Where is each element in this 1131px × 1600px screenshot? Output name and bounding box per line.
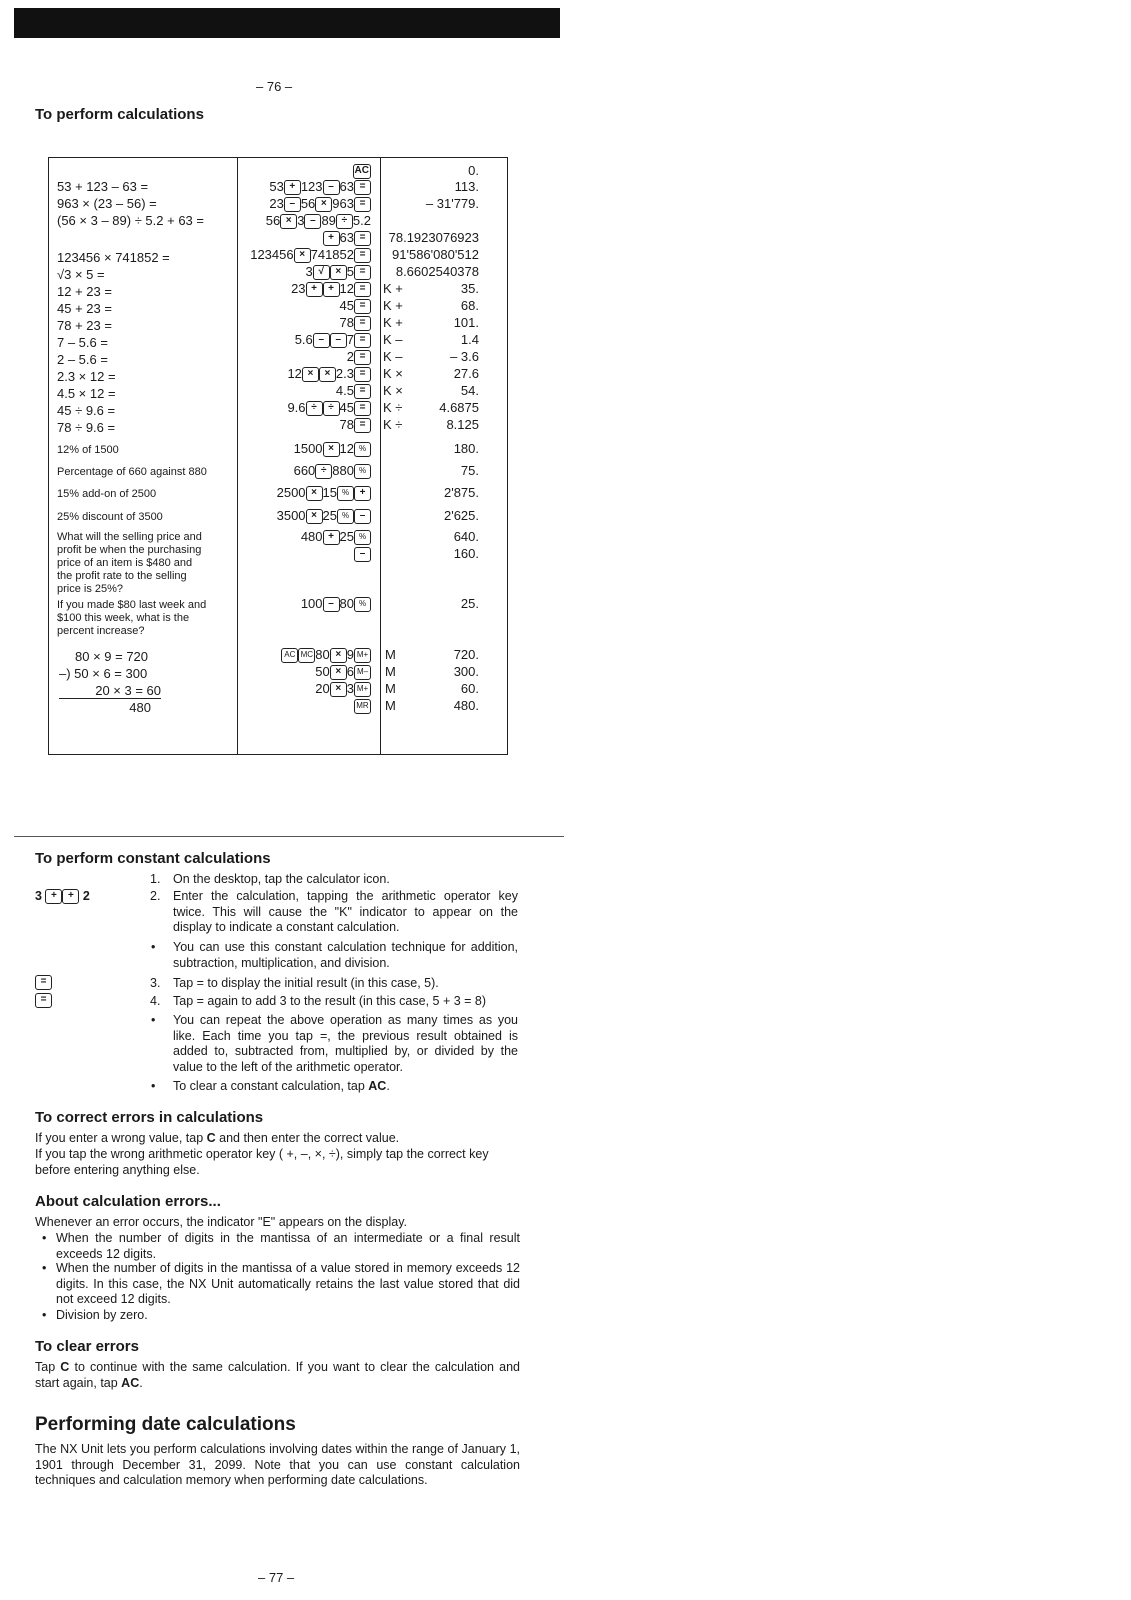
- result: 2'625.: [443, 508, 479, 523]
- memory-expression: –) 50 × 6 = 300: [59, 666, 148, 681]
- memory-expression: 20 × 3 = 60: [75, 683, 161, 699]
- date-body: The NX Unit lets you perform calculations involving dates within the range of January 1, 1901 through December 31, 2099. Note that you can use constant calculation techniques and calculation memory when performing date calculations.: [35, 1442, 520, 1487]
- calc-key-icon: ×: [330, 665, 347, 680]
- expression: 123456 × 741852 =: [57, 250, 170, 265]
- result: 180.: [453, 441, 479, 456]
- calc-key-icon: ÷: [306, 401, 323, 416]
- calc-key-icon: MC: [298, 648, 315, 663]
- section-title-clear-errors: To clear errors: [35, 1338, 139, 1355]
- result: 640.: [453, 529, 479, 544]
- calc-key-icon: –: [354, 547, 371, 562]
- result: 160.: [453, 546, 479, 561]
- calc-key-icon: ×: [306, 509, 323, 524]
- expression: 45 ÷ 9.6 =: [57, 403, 116, 418]
- result: 480.: [453, 698, 479, 713]
- key-sequence-text: 80: [315, 647, 330, 662]
- key-sequence: [237, 400, 371, 416]
- result: 91'586'080'512: [392, 247, 479, 262]
- calc-key-icon: =: [354, 418, 371, 433]
- result: 75.: [460, 463, 479, 478]
- calc-key-icon: =: [354, 401, 371, 416]
- about-item: When the number of digits in the mantissa of an intermediate or a final result exceeds 12 digits.: [56, 1231, 520, 1261]
- step-text: Enter the calculation, tapping the arithmetic operator key twice. This will cause the "K" indicator to appear on the display to indicate a constant calculation.: [173, 889, 518, 934]
- expression: 963 × (23 – 56) =: [57, 196, 157, 211]
- indicator: K +: [383, 281, 403, 296]
- key-sequence-text: 963: [332, 196, 354, 211]
- calc-key-icon: M+: [354, 682, 371, 697]
- about-item: Division by zero.: [56, 1308, 148, 1322]
- calc-key-icon: ×: [280, 214, 297, 229]
- bullet: •: [151, 1013, 156, 1027]
- key-sequence-text: 25: [322, 508, 337, 523]
- calc-key-icon: =: [354, 384, 371, 399]
- calc-key-icon: =: [354, 180, 371, 195]
- expression: 45 + 23 =: [57, 301, 112, 316]
- indicator: K –: [383, 349, 403, 364]
- calc-key-icon: =: [354, 282, 371, 297]
- section-title-about-errors: About calculation errors...: [35, 1193, 221, 1210]
- key-sequence-text: 480: [300, 529, 323, 544]
- calc-key-icon: M+: [354, 648, 371, 663]
- calc-key-icon: =: [354, 231, 371, 246]
- step-text: On the desktop, tap the calculator icon.: [173, 872, 390, 886]
- calc-key-icon: +: [284, 180, 301, 195]
- key-sequence-text: 6: [346, 664, 354, 679]
- calc-key-icon: =: [354, 299, 371, 314]
- bullet: •: [151, 940, 156, 954]
- calc-key-icon: %: [354, 530, 371, 545]
- equals-key-icon: =: [35, 974, 52, 992]
- section-title-date: Performing date calculations: [35, 1414, 296, 1435]
- correct-line-2: If you tap the wrong arithmetic operator key ( +, –, ×, ÷), simply tap the correct key before entering anything else.: [35, 1147, 489, 1177]
- clear-text: Tap C to continue with the same calculation. If you want to clear the calculation and start again, tap AC.: [35, 1360, 520, 1390]
- key-sequence: [237, 681, 371, 697]
- key-sequence-text: 50: [315, 664, 330, 679]
- calc-key-icon: MR: [354, 699, 371, 714]
- bullet: •: [42, 1308, 47, 1322]
- indicator: M: [385, 681, 396, 696]
- calc-key-icon: AC: [353, 164, 371, 179]
- key-sequence-text: 100: [300, 596, 323, 611]
- key-sequence-text: 9.6: [287, 400, 306, 415]
- key-sequence-text: 56: [265, 213, 281, 228]
- key-sequence: [237, 441, 371, 457]
- sum-line: [59, 698, 159, 699]
- result: 35.: [460, 281, 479, 296]
- key-sequence: [237, 664, 371, 680]
- result: 4.6875: [439, 400, 479, 415]
- calc-key-icon: √: [313, 265, 330, 280]
- key-sequence-text: 123456: [250, 247, 294, 262]
- calc-key-icon: %: [337, 486, 354, 501]
- key-sequence-text: 78: [339, 315, 354, 330]
- calc-key-icon: ÷: [315, 464, 332, 479]
- key-sequence-text: 15: [322, 485, 337, 500]
- calc-key-icon: –: [323, 180, 340, 195]
- indicator: K ÷: [383, 417, 403, 432]
- result: 68.: [460, 298, 479, 313]
- word-problem: What will the selling price and profit be when the purchasing price of an item is $480 and the profit rate to the selling price is 25%?: [57, 531, 202, 595]
- key-sequence: [237, 698, 371, 714]
- key-sequence-text: 660: [293, 463, 316, 478]
- calc-key-icon: %: [354, 442, 371, 457]
- key-sequence: [237, 179, 371, 195]
- calc-key-icon: +: [323, 282, 340, 297]
- about-item: When the number of digits in the mantissa of a value stored in memory exceeds 12 digits. In this case, the NX Unit automatically retains the last value stored that did not exceed 12 digits.: [56, 1261, 520, 1306]
- table-divider: [380, 158, 381, 754]
- expression: 12 + 23 =: [57, 284, 112, 299]
- key-sequence-text: 89: [321, 213, 336, 228]
- key-sequence-text: 5: [346, 264, 354, 279]
- key-sequence-text: 12: [339, 441, 354, 456]
- page-number-top: – 76 –: [256, 79, 293, 94]
- key-sequence-text: 7: [346, 332, 354, 347]
- calc-key-icon: +: [323, 231, 340, 246]
- key-sequence-text: 63: [339, 179, 354, 194]
- key-sequence-text: 2: [346, 349, 354, 364]
- result: 25.: [460, 596, 479, 611]
- calc-key-icon: %: [354, 464, 371, 479]
- step-number: 4.: [150, 994, 161, 1008]
- key-sequence: [237, 596, 371, 612]
- key-sequence: [237, 529, 371, 545]
- bullet-text: You can repeat the above operation as many times as you like. Each time you tap =, the previous result obtained is added to, subtracted from, multiplied by, or divided by the value to the left of the arithmetic operator.: [173, 1013, 518, 1074]
- calc-key-icon: M–: [354, 665, 371, 680]
- key-sequence-text: 2500: [276, 485, 306, 500]
- expression: 2.3 × 12 =: [57, 369, 116, 384]
- indicator: K –: [383, 332, 403, 347]
- calc-key-icon: ×: [302, 367, 319, 382]
- calc-key-icon: ×: [330, 648, 347, 663]
- key-sequence: [237, 281, 371, 297]
- step-number: 1.: [150, 872, 161, 886]
- key-sequence: [237, 332, 371, 348]
- result: 113.: [454, 179, 479, 194]
- key-sequence-text: 1500: [293, 441, 323, 456]
- expression: 78 ÷ 9.6 =: [57, 420, 116, 435]
- key-sequence: [237, 647, 371, 663]
- bullet: •: [42, 1261, 47, 1275]
- calc-key-icon: AC: [281, 648, 298, 663]
- key-sequence: [237, 383, 371, 399]
- expression: 12% of 1500: [57, 444, 119, 456]
- key-sequence: [237, 485, 371, 501]
- key-sequence: [237, 230, 371, 246]
- calc-key-icon: =: [354, 197, 371, 212]
- indicator: K +: [383, 298, 403, 313]
- key-sequence-text: 12: [339, 281, 354, 296]
- indicator: K ×: [383, 366, 403, 381]
- key-sequence: [237, 417, 371, 433]
- calc-key-icon: =: [354, 333, 371, 348]
- expression: 2 – 5.6 =: [57, 352, 108, 367]
- key-sequence-text: 45: [339, 400, 354, 415]
- section-title-correct-errors: To correct errors in calculations: [35, 1109, 264, 1126]
- key-sequence-text: 23: [269, 196, 284, 211]
- key-sequence: [237, 163, 371, 179]
- calc-key-icon: %: [337, 509, 354, 524]
- expression: 25% discount of 3500: [57, 511, 163, 523]
- key-sequence: [237, 349, 371, 365]
- result: 300.: [453, 664, 479, 679]
- key-sequence-text: 880: [332, 463, 354, 478]
- calc-key-icon: ×: [330, 265, 347, 280]
- key-sequence-text: 63: [339, 230, 354, 245]
- step-number: 3.: [150, 976, 161, 990]
- calc-key-icon: –: [313, 333, 330, 348]
- section-title-calculations: To perform calculations: [35, 106, 204, 123]
- expression: 7 – 5.6 =: [57, 335, 108, 350]
- memory-expression: 480: [129, 700, 151, 715]
- result: 1.4: [460, 332, 479, 347]
- result: 0.: [468, 163, 479, 178]
- expression: (56 × 3 – 89) ÷ 5.2 + 63 =: [57, 213, 204, 228]
- calc-key-icon: +: [354, 486, 371, 501]
- result: 720.: [453, 647, 479, 662]
- calc-key-icon: =: [354, 248, 371, 263]
- calc-key-icon: =: [354, 316, 371, 331]
- key-sequence-text: 12: [287, 366, 302, 381]
- page-divider: [14, 836, 564, 837]
- key-sequence-text: 5.2: [352, 213, 371, 228]
- side-key-example: 3 + + 2: [35, 889, 90, 903]
- calc-key-icon: %: [354, 597, 371, 612]
- calc-key-icon: =: [354, 265, 371, 280]
- indicator: K ÷: [383, 400, 403, 415]
- key-sequence: [237, 546, 371, 562]
- expression: 15% add-on of 2500: [57, 488, 157, 500]
- key-sequence-text: 20: [315, 681, 330, 696]
- key-sequence-text: 3: [305, 264, 313, 279]
- key-sequence-text: 4.5: [335, 383, 354, 398]
- calc-key-icon: ÷: [336, 214, 353, 229]
- step-text: Tap = to display the initial result (in this case, 5).: [173, 976, 439, 990]
- key-sequence: [237, 508, 371, 524]
- indicator: K +: [383, 315, 403, 330]
- key-sequence-text: 78: [339, 417, 354, 432]
- key-sequence-text: 56: [300, 196, 316, 211]
- memory-expression: 80 × 9 = 720: [75, 649, 149, 664]
- key-sequence: [237, 463, 371, 479]
- calc-key-icon: ×: [323, 442, 340, 457]
- word-problem: If you made $80 last week and $100 this week, what is the percent increase?: [57, 599, 207, 637]
- result: 101.: [453, 315, 479, 330]
- key-sequence: [237, 315, 371, 331]
- key-sequence-text: 23: [291, 281, 306, 296]
- indicator: K ×: [383, 383, 403, 398]
- calc-key-icon: –: [354, 509, 371, 524]
- key-sequence-text: 2.3: [335, 366, 354, 381]
- key-sequence-text: 9: [346, 647, 354, 662]
- expression: Percentage of 660 against 880: [57, 466, 207, 478]
- expression: 4.5 × 12 =: [57, 386, 116, 401]
- result: 54.: [460, 383, 479, 398]
- correct-line-1: If you enter a wrong value, tap C and then enter the correct value.: [35, 1131, 400, 1145]
- section-title-constant: To perform constant calculations: [35, 850, 271, 867]
- key-sequence-text: 45: [339, 298, 354, 313]
- key-sequence: [237, 196, 371, 212]
- bullet: •: [42, 1231, 47, 1245]
- calculation-table: [48, 157, 508, 755]
- key-sequence-text: 80: [339, 596, 354, 611]
- key-sequence-text: 741852: [310, 247, 354, 262]
- key-sequence-text: 5.6: [294, 332, 313, 347]
- key-sequence-text: 3: [297, 213, 305, 228]
- calc-key-icon: ×: [306, 486, 323, 501]
- calc-key-icon: –: [284, 197, 301, 212]
- key-sequence: [237, 247, 371, 263]
- key-sequence-text: 3: [346, 681, 354, 696]
- calc-key-icon: ÷: [323, 401, 340, 416]
- calc-key-icon: +: [306, 282, 323, 297]
- result: – 31'779.: [425, 196, 479, 211]
- result: 78.1923076923: [388, 230, 479, 245]
- bullet: •: [151, 1079, 156, 1093]
- calc-key-icon: +: [323, 530, 340, 545]
- result: 27.6: [453, 366, 479, 381]
- indicator: M: [385, 698, 396, 713]
- result: – 3.6: [450, 349, 479, 364]
- calc-key-icon: –: [330, 333, 347, 348]
- key-sequence-text: 123: [300, 179, 323, 194]
- result: 8.125: [446, 417, 479, 432]
- step-number: 2.: [150, 889, 161, 903]
- equals-key-icon: =: [35, 992, 52, 1010]
- key-sequence-text: 3500: [276, 508, 306, 523]
- expression: 78 + 23 =: [57, 318, 112, 333]
- calc-key-icon: ×: [319, 367, 336, 382]
- calc-key-icon: –: [304, 214, 321, 229]
- indicator: M: [385, 647, 396, 662]
- calc-key-icon: –: [323, 597, 340, 612]
- key-sequence-text: 53: [269, 179, 284, 194]
- calc-key-icon: =: [354, 367, 371, 382]
- calc-key-icon: ×: [330, 682, 347, 697]
- bullet-text: You can use this constant calculation technique for addition, subtraction, multiplication, and division.: [173, 940, 518, 970]
- key-sequence: [237, 213, 371, 229]
- calc-key-icon: =: [354, 350, 371, 365]
- page-number-bottom: – 77 –: [258, 1570, 295, 1585]
- calc-key-icon: ×: [294, 248, 311, 263]
- about-intro: Whenever an error occurs, the indicator "E" appears on the display.: [35, 1215, 408, 1229]
- bullet-text: To clear a constant calculation, tap AC.: [173, 1079, 390, 1093]
- header-bar: [14, 8, 560, 38]
- calc-key-icon: ×: [315, 197, 332, 212]
- indicator: M: [385, 664, 396, 679]
- key-sequence: [237, 298, 371, 314]
- step-text: Tap = again to add 3 to the result (in this case, 5 + 3 = 8): [173, 994, 487, 1008]
- result: 2'875.: [443, 485, 479, 500]
- result: 60.: [460, 681, 479, 696]
- key-sequence: [237, 264, 371, 280]
- key-sequence-text: 25: [339, 529, 354, 544]
- key-sequence: [237, 366, 371, 382]
- expression: 53 + 123 – 63 =: [57, 179, 149, 194]
- result: 8.6602540378: [395, 264, 479, 279]
- expression: √3 × 5 =: [57, 267, 105, 282]
